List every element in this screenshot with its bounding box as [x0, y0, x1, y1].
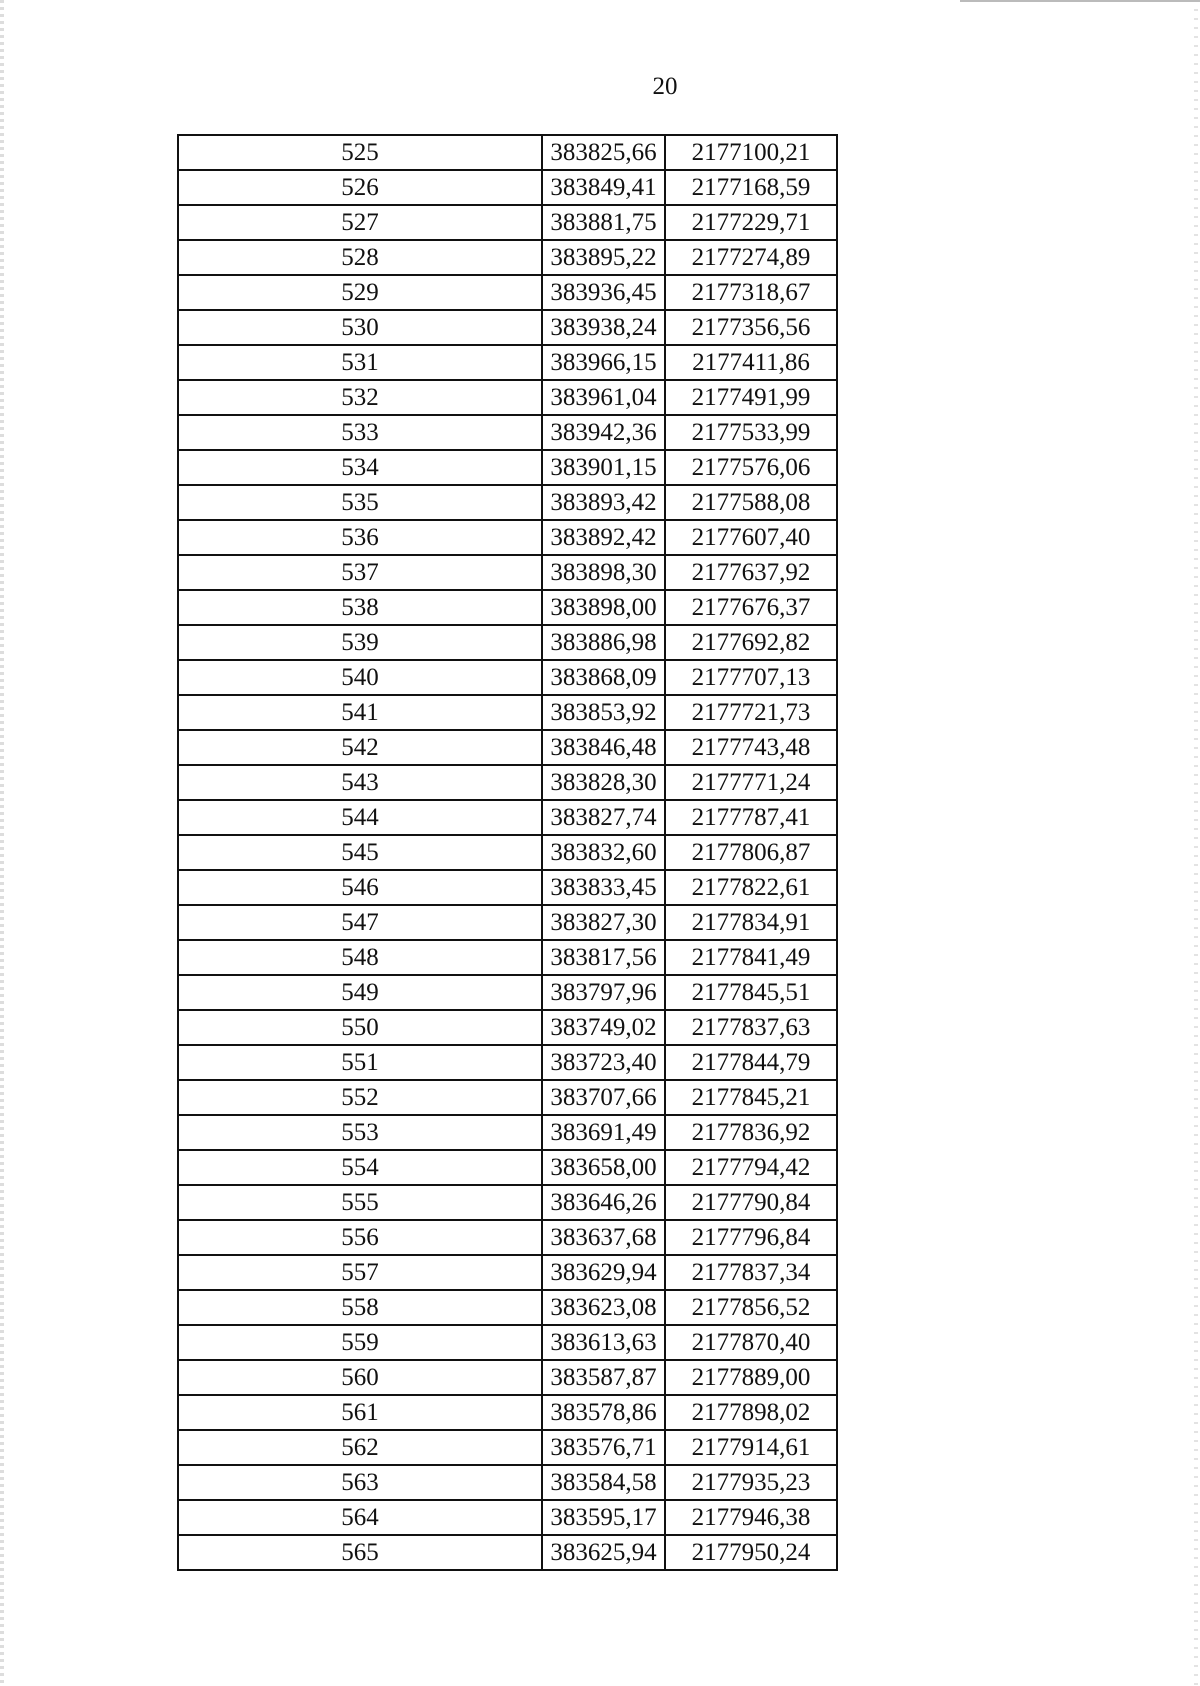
x-coordinate-cell: 383846,48: [542, 730, 665, 765]
point-number-cell: 544: [178, 800, 542, 835]
y-coordinate-cell: 2177841,49: [665, 940, 837, 975]
table-row: [178, 695, 837, 730]
x-coordinate-cell: 383966,15: [542, 345, 665, 380]
y-coordinate-cell: 2177576,06: [665, 450, 837, 485]
table-row: [178, 380, 837, 415]
x-coordinate-cell: 383942,36: [542, 415, 665, 450]
table-row: [178, 450, 837, 485]
point-number-cell: 540: [178, 660, 542, 695]
y-coordinate-cell: 2177806,87: [665, 835, 837, 870]
x-coordinate-cell: 383584,58: [542, 1465, 665, 1500]
point-number-cell: 543: [178, 765, 542, 800]
x-coordinate-cell: 383849,41: [542, 170, 665, 205]
table-row: [178, 660, 837, 695]
y-coordinate-cell: 2177637,92: [665, 555, 837, 590]
point-number-cell: 557: [178, 1255, 542, 1290]
x-coordinate-cell: 383893,42: [542, 485, 665, 520]
table-row: [178, 1325, 837, 1360]
x-coordinate-cell: 383595,17: [542, 1500, 665, 1535]
point-number-cell: 565: [178, 1535, 542, 1570]
x-coordinate-cell: 383825,66: [542, 135, 665, 170]
x-coordinate-cell: 383832,60: [542, 835, 665, 870]
y-coordinate-cell: 2177588,08: [665, 485, 837, 520]
point-number-cell: 532: [178, 380, 542, 415]
table-row: [178, 975, 837, 1010]
y-coordinate-cell: 2177935,23: [665, 1465, 837, 1500]
table-row: [178, 1430, 837, 1465]
x-coordinate-cell: 383961,04: [542, 380, 665, 415]
x-coordinate-cell: 383901,15: [542, 450, 665, 485]
y-coordinate-cell: 2177787,41: [665, 800, 837, 835]
table-row: [178, 1150, 837, 1185]
x-coordinate-cell: 383898,30: [542, 555, 665, 590]
table-row: [178, 905, 837, 940]
x-coordinate-cell: 383637,68: [542, 1220, 665, 1255]
point-number-cell: 537: [178, 555, 542, 590]
y-coordinate-cell: 2177229,71: [665, 205, 837, 240]
point-number-cell: 527: [178, 205, 542, 240]
table-row: [178, 205, 837, 240]
y-coordinate-cell: 2177771,24: [665, 765, 837, 800]
table-row: [178, 520, 837, 555]
x-coordinate-cell: 383817,56: [542, 940, 665, 975]
x-coordinate-cell: 383833,45: [542, 870, 665, 905]
table-row: [178, 170, 837, 205]
x-coordinate-cell: 383749,02: [542, 1010, 665, 1045]
point-number-cell: 531: [178, 345, 542, 380]
y-coordinate-cell: 2177845,21: [665, 1080, 837, 1115]
y-coordinate-cell: 2177794,42: [665, 1150, 837, 1185]
table-row: [178, 800, 837, 835]
table-row: [178, 835, 837, 870]
table-row: [178, 1500, 837, 1535]
table-row: [178, 415, 837, 450]
point-number-cell: 549: [178, 975, 542, 1010]
x-coordinate-cell: 383707,66: [542, 1080, 665, 1115]
table-row: [178, 730, 837, 765]
y-coordinate-cell: 2177318,67: [665, 275, 837, 310]
scan-edge-left: [0, 0, 4, 1686]
point-number-cell: 541: [178, 695, 542, 730]
point-number-cell: 535: [178, 485, 542, 520]
coordinates-table: [177, 134, 838, 1571]
table-row: [178, 1290, 837, 1325]
x-coordinate-cell: 383587,87: [542, 1360, 665, 1395]
table-row: [178, 765, 837, 800]
point-number-cell: 551: [178, 1045, 542, 1080]
x-coordinate-cell: 383578,86: [542, 1395, 665, 1430]
y-coordinate-cell: 2177870,40: [665, 1325, 837, 1360]
x-coordinate-cell: 383827,74: [542, 800, 665, 835]
point-number-cell: 545: [178, 835, 542, 870]
x-coordinate-cell: 383625,94: [542, 1535, 665, 1570]
x-coordinate-cell: 383936,45: [542, 275, 665, 310]
point-number-cell: 561: [178, 1395, 542, 1430]
point-number-cell: 552: [178, 1080, 542, 1115]
point-number-cell: 556: [178, 1220, 542, 1255]
y-coordinate-cell: 2177274,89: [665, 240, 837, 275]
point-number-cell: 560: [178, 1360, 542, 1395]
scan-edge-top: [960, 0, 1200, 2]
x-coordinate-cell: 383868,09: [542, 660, 665, 695]
y-coordinate-cell: 2177898,02: [665, 1395, 837, 1430]
y-coordinate-cell: 2177796,84: [665, 1220, 837, 1255]
y-coordinate-cell: 2177692,82: [665, 625, 837, 660]
table-row: [178, 1185, 837, 1220]
table-row: [178, 310, 837, 345]
y-coordinate-cell: 2177844,79: [665, 1045, 837, 1080]
y-coordinate-cell: 2177790,84: [665, 1185, 837, 1220]
table-row: [178, 1360, 837, 1395]
x-coordinate-cell: 383576,71: [542, 1430, 665, 1465]
x-coordinate-cell: 383613,63: [542, 1325, 665, 1360]
table-row: [178, 555, 837, 590]
y-coordinate-cell: 2177845,51: [665, 975, 837, 1010]
y-coordinate-cell: 2177411,86: [665, 345, 837, 380]
y-coordinate-cell: 2177721,73: [665, 695, 837, 730]
x-coordinate-cell: 383623,08: [542, 1290, 665, 1325]
point-number-cell: 558: [178, 1290, 542, 1325]
point-number-cell: 550: [178, 1010, 542, 1045]
table-row: [178, 1080, 837, 1115]
y-coordinate-cell: 2177822,61: [665, 870, 837, 905]
x-coordinate-cell: 383658,00: [542, 1150, 665, 1185]
x-coordinate-cell: 383646,26: [542, 1185, 665, 1220]
point-number-cell: 555: [178, 1185, 542, 1220]
point-number-cell: 564: [178, 1500, 542, 1535]
point-number-cell: 562: [178, 1430, 542, 1465]
table-row: [178, 625, 837, 660]
table-row: [178, 590, 837, 625]
x-coordinate-cell: 383723,40: [542, 1045, 665, 1080]
table-row: [178, 870, 837, 905]
point-number-cell: 563: [178, 1465, 542, 1500]
table-row: [178, 1045, 837, 1080]
y-coordinate-cell: 2177356,56: [665, 310, 837, 345]
y-coordinate-cell: 2177676,37: [665, 590, 837, 625]
y-coordinate-cell: 2177946,38: [665, 1500, 837, 1535]
y-coordinate-cell: 2177168,59: [665, 170, 837, 205]
y-coordinate-cell: 2177491,99: [665, 380, 837, 415]
y-coordinate-cell: 2177889,00: [665, 1360, 837, 1395]
x-coordinate-cell: 383938,24: [542, 310, 665, 345]
table-row: [178, 1115, 837, 1150]
x-coordinate-cell: 383892,42: [542, 520, 665, 555]
x-coordinate-cell: 383797,96: [542, 975, 665, 1010]
y-coordinate-cell: 2177836,92: [665, 1115, 837, 1150]
y-coordinate-cell: 2177100,21: [665, 135, 837, 170]
y-coordinate-cell: 2177607,40: [665, 520, 837, 555]
table-row: [178, 240, 837, 275]
y-coordinate-cell: 2177914,61: [665, 1430, 837, 1465]
point-number-cell: 533: [178, 415, 542, 450]
point-number-cell: 554: [178, 1150, 542, 1185]
point-number-cell: 528: [178, 240, 542, 275]
scan-edge-right: [1194, 0, 1198, 1686]
y-coordinate-cell: 2177950,24: [665, 1535, 837, 1570]
table-row: [178, 1395, 837, 1430]
point-number-cell: 547: [178, 905, 542, 940]
y-coordinate-cell: 2177837,63: [665, 1010, 837, 1045]
y-coordinate-cell: 2177533,99: [665, 415, 837, 450]
point-number-cell: 538: [178, 590, 542, 625]
point-number-cell: 525: [178, 135, 542, 170]
x-coordinate-cell: 383895,22: [542, 240, 665, 275]
table-row: [178, 940, 837, 975]
table-row: [178, 1255, 837, 1290]
x-coordinate-cell: 383828,30: [542, 765, 665, 800]
point-number-cell: 548: [178, 940, 542, 975]
point-number-cell: 530: [178, 310, 542, 345]
table-row: [178, 275, 837, 310]
table-row: [178, 135, 837, 170]
table-row: [178, 1010, 837, 1045]
table-row: [178, 1465, 837, 1500]
table-row: [178, 345, 837, 380]
y-coordinate-cell: 2177837,34: [665, 1255, 837, 1290]
point-number-cell: 559: [178, 1325, 542, 1360]
table-row: [178, 485, 837, 520]
coordinates-table-body: [178, 135, 837, 1570]
table-row: [178, 1220, 837, 1255]
point-number-cell: 553: [178, 1115, 542, 1150]
y-coordinate-cell: 2177856,52: [665, 1290, 837, 1325]
y-coordinate-cell: 2177834,91: [665, 905, 837, 940]
x-coordinate-cell: 383886,98: [542, 625, 665, 660]
point-number-cell: 534: [178, 450, 542, 485]
x-coordinate-cell: 383827,30: [542, 905, 665, 940]
x-coordinate-cell: 383853,92: [542, 695, 665, 730]
x-coordinate-cell: 383898,00: [542, 590, 665, 625]
point-number-cell: 536: [178, 520, 542, 555]
point-number-cell: 546: [178, 870, 542, 905]
point-number-cell: 526: [178, 170, 542, 205]
y-coordinate-cell: 2177707,13: [665, 660, 837, 695]
point-number-cell: 539: [178, 625, 542, 660]
table-row: [178, 1535, 837, 1570]
point-number-cell: 529: [178, 275, 542, 310]
point-number-cell: 542: [178, 730, 542, 765]
x-coordinate-cell: 383691,49: [542, 1115, 665, 1150]
x-coordinate-cell: 383881,75: [542, 205, 665, 240]
x-coordinate-cell: 383629,94: [542, 1255, 665, 1290]
y-coordinate-cell: 2177743,48: [665, 730, 837, 765]
page-number: 20: [652, 73, 678, 100]
